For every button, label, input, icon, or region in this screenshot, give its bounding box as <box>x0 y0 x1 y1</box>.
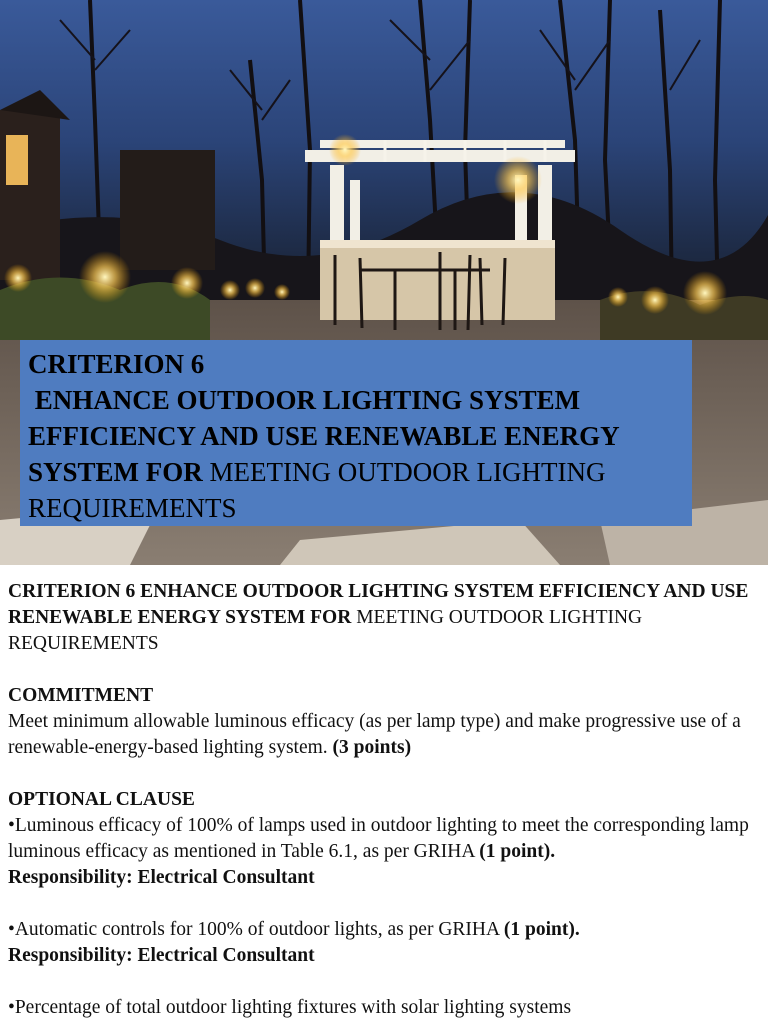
title-line-2: ENHANCE OUTDOOR LIGHTING SYSTEM <box>28 385 581 415</box>
title-line-1: CRITERION 6 <box>28 349 205 379</box>
criterion-title-box <box>20 340 692 526</box>
optional-item-2-responsibility: Responsibility: Electrical Consultant <box>8 945 315 966</box>
commitment-text: Meet minimum allowable luminous efficacy (as per lamp type) and make progressive use of a renewable-energy-based lighting system. (3 points) <box>8 711 741 758</box>
commitment-heading: COMMITMENT <box>8 685 154 706</box>
optional-item-1-responsibility: Responsibility: Electrical Consultant <box>8 867 315 888</box>
optional-clause-heading: OPTIONAL CLAUSE <box>8 789 195 810</box>
optional-item-1: •Luminous efficacy of 100% of lamps used in outdoor lighting to meet the corresponding lamp luminous efficacy as mentioned in Table 6.1, as per GRIHA (1 point). <box>8 815 749 862</box>
optional-item-3: •Percentage of total outdoor lighting fixtures with solar lighting systems <box>8 997 572 1018</box>
intro-paragraph: CRITERION 6 ENHANCE OUTDOOR LIGHTING SYSTEM EFFICIENCY AND USE RENEWABLE ENERGY SYSTEM FOR MEETING OUTDOOR LIGHTING REQUIREMENTS <box>8 581 749 654</box>
title-line-3: EFFICIENCY AND USE RENEWABLE ENERGY <box>28 421 620 451</box>
optional-item-2: •Automatic controls for 100% of outdoor lights, as per GRIHA (1 point). <box>8 919 580 940</box>
title-line-5: REQUIREMENTS <box>28 493 237 523</box>
title-line-4: SYSTEM FOR MEETING OUTDOOR LIGHTING <box>28 457 606 487</box>
document-body <box>8 579 760 1021</box>
